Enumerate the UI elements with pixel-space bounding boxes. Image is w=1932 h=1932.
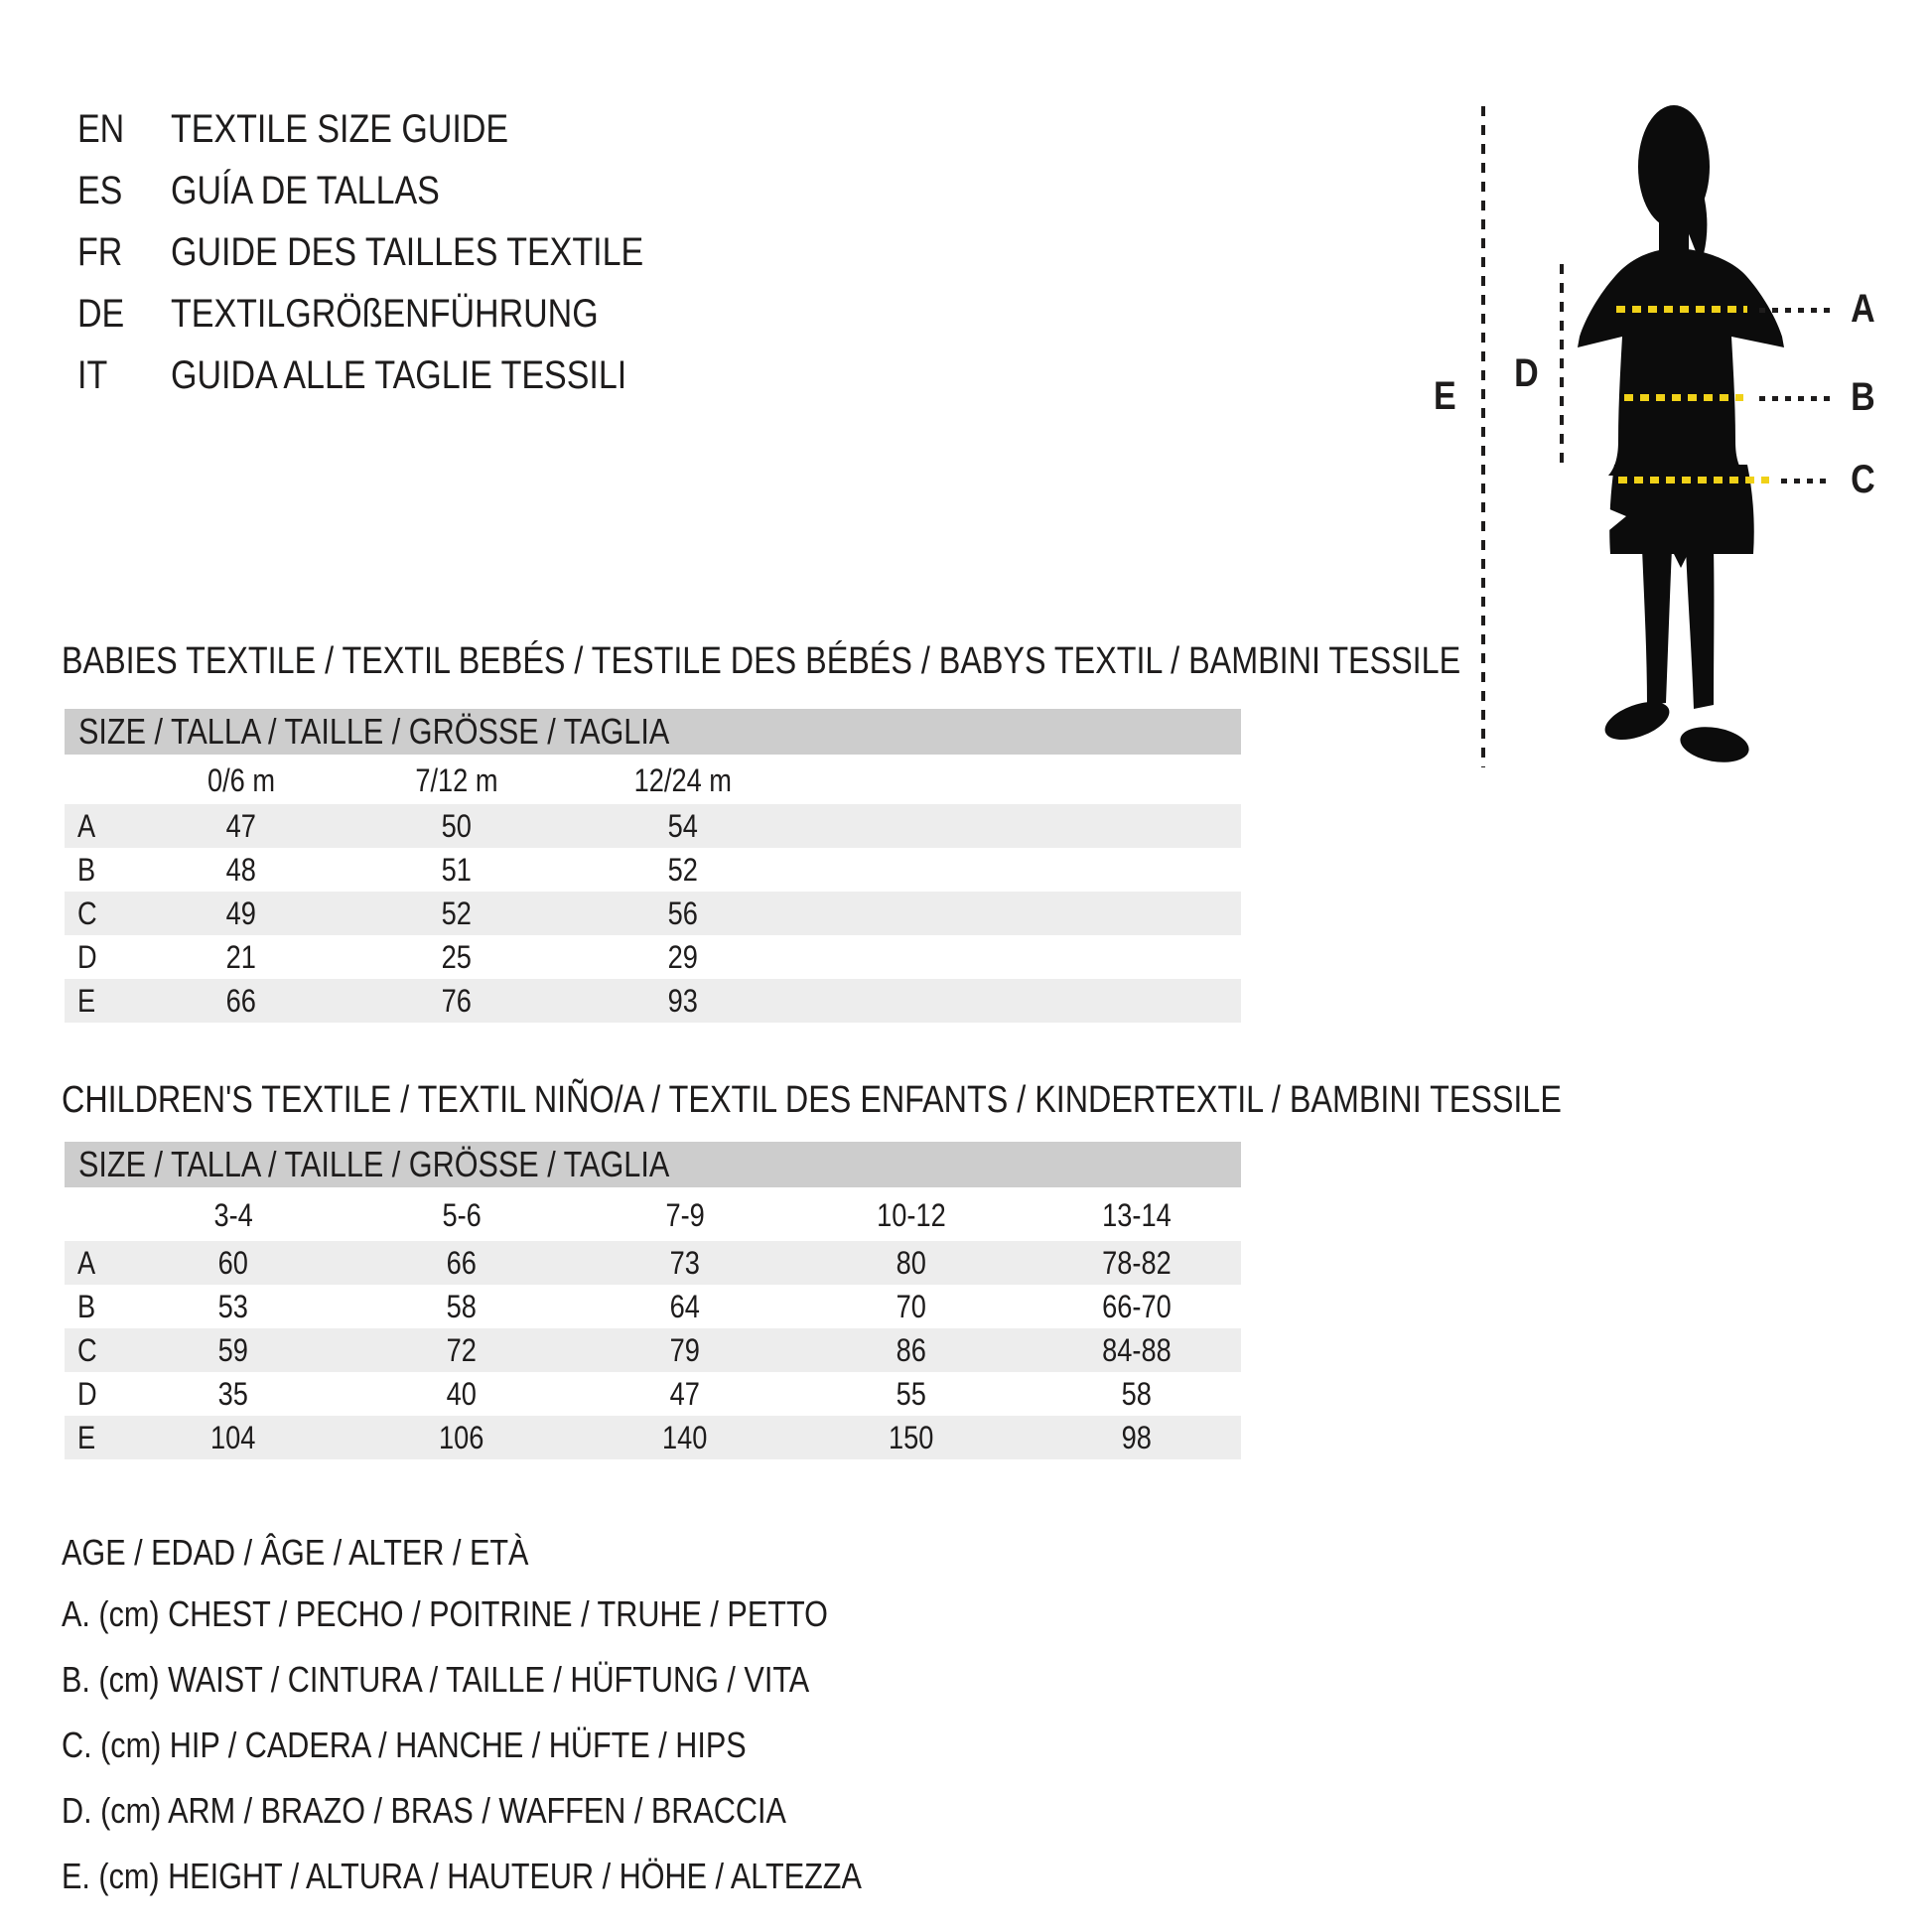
measure-label-e: E	[1433, 374, 1456, 418]
legend-item-hip: C. (cm) HIP / CADERA / HANCHE / HÜFTE / HIPS	[62, 1725, 747, 1765]
table-cell: 66	[225, 983, 257, 1019]
children-col-5-6: 5-6	[442, 1197, 482, 1233]
table-cell: 60	[217, 1245, 249, 1281]
table-cell: 76	[441, 983, 473, 1019]
table-cell: 21	[225, 939, 257, 975]
row-label: D	[77, 939, 97, 975]
row-label: B	[77, 1289, 96, 1324]
table-cell: 150	[889, 1420, 934, 1455]
table-cell: 51	[441, 852, 473, 888]
language-code-en: EN	[77, 107, 125, 151]
table-cell: 66-70	[1102, 1289, 1172, 1324]
language-code-de: DE	[77, 292, 125, 336]
babies-column-header-row	[65, 757, 1241, 804]
children-section-title: CHILDREN'S TEXTILE / TEXTIL NIÑO/A / TEXTIL DES ENFANTS / KINDERTEXTIL / BAMBINI TESSILE	[62, 1079, 1562, 1121]
table-cell: 52	[667, 852, 699, 888]
babies-col-0-6m: 0/6 m	[207, 762, 276, 798]
hip-measure-line-c-yellow	[1618, 477, 1769, 483]
table-cell: 79	[669, 1332, 701, 1368]
children-row-e	[65, 1416, 1241, 1459]
legend-item-waist: B. (cm) WAIST / CINTURA / TAILLE / HÜFTUNG / VITA	[62, 1659, 810, 1700]
babies-col-12-24m: 12/24 m	[633, 762, 733, 798]
children-col-3-4: 3-4	[213, 1197, 253, 1233]
legend-item-chest: A. (cm) CHEST / PECHO / POITRINE / TRUHE / PETTO	[62, 1593, 828, 1634]
chest-measure-line-a-dotted	[1759, 308, 1833, 313]
measure-label-c: C	[1850, 458, 1875, 501]
babies-row-a	[65, 804, 1241, 848]
table-cell: 104	[210, 1420, 256, 1455]
language-code-it: IT	[77, 353, 108, 397]
legend-item-height: E. (cm) HEIGHT / ALTURA / HAUTEUR / HÖHE / ALTEZZA	[62, 1856, 862, 1896]
table-cell: 50	[441, 808, 473, 844]
table-cell: 29	[667, 939, 699, 975]
table-cell: 54	[667, 808, 699, 844]
table-cell: 48	[225, 852, 257, 888]
table-cell: 78-82	[1102, 1245, 1172, 1281]
babies-row-c	[65, 892, 1241, 935]
babies-size-header-bar	[65, 709, 1241, 755]
language-code-es: ES	[77, 169, 123, 212]
table-cell: 47	[669, 1376, 701, 1412]
silhouette-right-shoe	[1678, 722, 1752, 766]
silhouette-shirt	[1578, 248, 1784, 476]
table-cell: 98	[1121, 1420, 1153, 1455]
row-label: D	[77, 1376, 97, 1412]
table-cell: 58	[1121, 1376, 1153, 1412]
page-title-it: GUIDA ALLE TAGLIE TESSILI	[171, 353, 627, 397]
table-cell: 56	[667, 896, 699, 931]
babies-row-b	[65, 848, 1241, 892]
table-cell: 64	[669, 1289, 701, 1324]
row-label: C	[77, 896, 97, 931]
table-cell: 58	[446, 1289, 478, 1324]
table-cell: 49	[225, 896, 257, 931]
table-cell: 52	[441, 896, 473, 931]
row-label: A	[77, 808, 96, 844]
children-row-d	[65, 1372, 1241, 1416]
children-row-c	[65, 1328, 1241, 1372]
language-row-en	[77, 98, 727, 160]
table-cell: 59	[217, 1332, 249, 1368]
table-cell: 86	[896, 1332, 927, 1368]
children-row-b	[65, 1285, 1241, 1328]
row-label: B	[77, 852, 96, 888]
babies-section-title: BABIES TEXTILE / TEXTIL BEBÉS / TESTILE DES BÉBÉS / BABYS TEXTIL / BAMBINI TESSILE	[62, 640, 1461, 682]
language-title-list	[77, 98, 727, 406]
table-cell: 93	[667, 983, 699, 1019]
page-title-fr: GUIDE DES TAILLES TEXTILE	[171, 230, 644, 274]
language-code-fr: FR	[77, 230, 123, 274]
language-row-fr	[77, 221, 727, 283]
children-col-13-14: 13-14	[1102, 1197, 1172, 1233]
table-cell: 35	[217, 1376, 249, 1412]
legend-age-line: AGE / EDAD / ÂGE / ALTER / ETÀ	[62, 1532, 529, 1573]
children-row-a	[65, 1241, 1241, 1285]
table-cell: 47	[225, 808, 257, 844]
legend-item-arm: D. (cm) ARM / BRAZO / BRAS / WAFFEN / BRACCIA	[62, 1790, 786, 1831]
babies-row-e	[65, 979, 1241, 1023]
language-row-es	[77, 160, 727, 221]
row-label: E	[77, 1420, 96, 1455]
table-cell: 73	[669, 1245, 701, 1281]
children-size-header-bar	[65, 1142, 1241, 1187]
language-row-de	[77, 283, 727, 345]
measure-label-a: A	[1850, 287, 1875, 331]
measure-label-b: B	[1850, 375, 1875, 419]
babies-row-d	[65, 935, 1241, 979]
table-cell: 84-88	[1102, 1332, 1172, 1368]
table-cell: 106	[439, 1420, 484, 1455]
table-cell: 80	[896, 1245, 927, 1281]
row-label: C	[77, 1332, 97, 1368]
silhouette-right-leg	[1686, 548, 1714, 709]
waist-measure-line-b-yellow	[1624, 394, 1743, 401]
row-label: E	[77, 983, 96, 1019]
children-size-header-text: SIZE / TALLA / TAILLE / GRÖSSE / TAGLIA	[78, 1144, 670, 1184]
row-label: A	[77, 1245, 96, 1281]
babies-size-header-text: SIZE / TALLA / TAILLE / GRÖSSE / TAGLIA	[78, 711, 670, 752]
chest-measure-line-a-yellow	[1616, 306, 1747, 313]
table-cell: 53	[217, 1289, 249, 1324]
page-title-en: TEXTILE SIZE GUIDE	[171, 107, 509, 151]
table-cell: 25	[441, 939, 473, 975]
table-cell: 66	[446, 1245, 478, 1281]
page-title-es: GUÍA DE TALLAS	[171, 169, 440, 212]
table-cell: 40	[446, 1376, 478, 1412]
waist-measure-line-b-dotted	[1759, 396, 1833, 401]
children-col-7-9: 7-9	[665, 1197, 705, 1233]
measure-label-d: D	[1513, 351, 1539, 395]
language-row-it	[77, 345, 727, 406]
page-title-de: TEXTILGRÖßENFÜHRUNG	[171, 292, 599, 336]
children-col-10-12: 10-12	[877, 1197, 946, 1233]
babies-col-7-12m: 7/12 m	[415, 762, 498, 798]
children-column-header-row	[65, 1191, 1241, 1239]
table-cell: 55	[896, 1376, 927, 1412]
table-cell: 70	[896, 1289, 927, 1324]
hip-measure-line-c-dotted	[1781, 479, 1833, 483]
table-cell: 72	[446, 1332, 478, 1368]
table-cell: 140	[662, 1420, 708, 1455]
arm-measure-line-d	[1560, 264, 1564, 469]
